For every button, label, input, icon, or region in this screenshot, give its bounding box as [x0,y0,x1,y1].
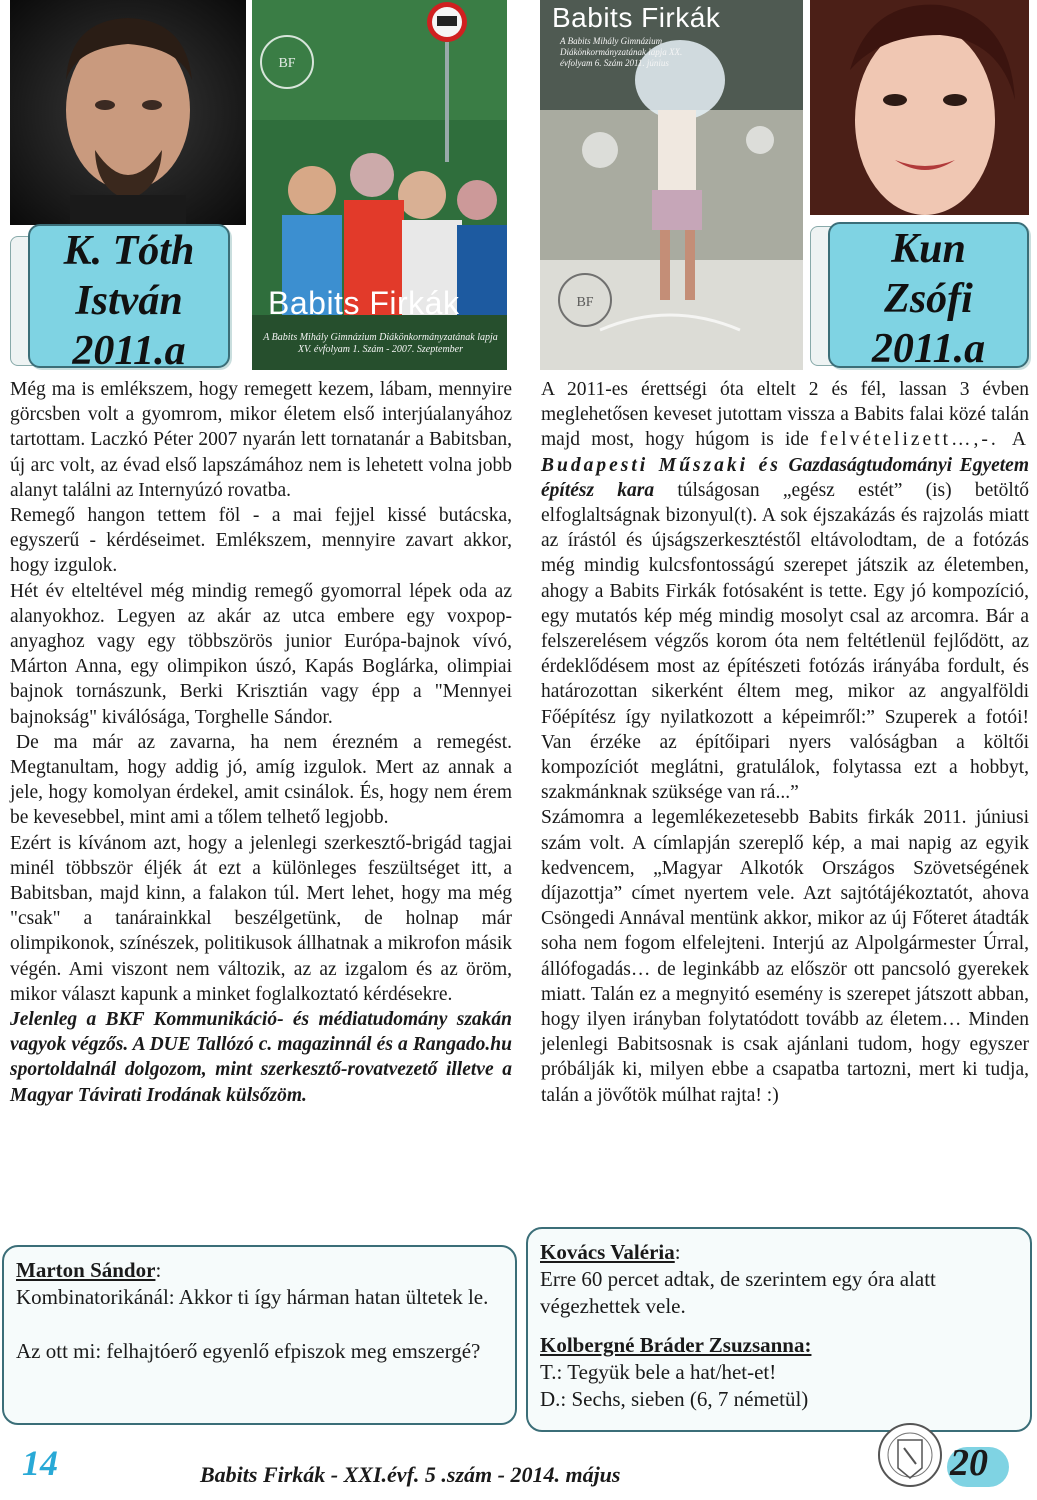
name-card-kun [828,222,1029,372]
portrait-photo-toth [10,0,246,225]
footer-issue-info: Babits Firkák - XXI.évf. 5 .szám - 2014. május [200,1462,621,1487]
text-run: felvételizett…,-. A [820,429,1029,451]
teacher-name: Kovács Valéria [540,1240,675,1264]
svg-text:BF: BF [278,56,296,71]
name-line: Zsófi [884,276,973,322]
author-bio: Jelenleg a BKF Kommunikáció- és médiatudomány szakán vagyok végzős. A DUE Tallózó c. magazinnál és a Rangado.hu sportoldalnál dolgozom, mint szerkesztő-rovatvezető illetve a Magyar Távirati Irodának külsőzöm. [10,1009,512,1106]
colon: : [155,1258,162,1282]
quote-text: Az ott mi: felhajtóerő egyenlő efpiszok meg emszergé? [16,1339,481,1363]
class-line: 2011.a [72,328,186,374]
cover-2011-subtitle: A Babits Mihály Gimnázium Diákönkormányzatának lapja XX. évfolyam 6. Szám 2011. június [560,36,683,68]
name-line: István [75,278,183,324]
quote-text: Kombinatorikánál: Akkor ti így hárman hatan ültetek le. [16,1285,489,1309]
quote-box-right [526,1227,1032,1432]
paragraph [541,377,1029,805]
paragraph: De ma már az zavarna, ha nem érezném a remegést. Megtanultam, hogy addig jó, amíg izgulok. Mert az annak a jele, hogy komolyan érdekel, amit csinálok. És, hogy nem érem be kevesebbel, mint ami a tőlem telhető legjobb. [10,731,512,829]
text-run: A 2011-es érettségi óta eltelt 2 és fél, lassan 3 évben meglehetősen keveset jutottam vissza a Babits falai közé talán majd most, hogy húgom is ide [541,379,1029,451]
cover-2007-subtitle: A Babits Mihály Gimnázium Diákönkormányzatának lapja XV. évfolyam 1. Szám - 2007. Szeptember [263,332,498,355]
university-name: Budapesti Műszaki és [541,454,781,476]
colon: : [674,1240,681,1264]
cover-2011-title: Babits Firkák [552,2,721,33]
class-line: 2011.a [871,326,986,372]
quote-box-left [2,1245,517,1425]
paragraph: Még ma is emlékszem, hogy remegett kezem, lábam, mennyire görcsben volt a gyomrom, mikor életem első interjúalanyához tartottam. Laczkó Péter 2007 nyarán lett tornatanár a Babitsban, új arc volt, az évad első lapszámához nem is lehetett volna jobb alanyt találni az Internyúzó rovatba. [10,379,512,501]
name-line: K. Tóth [63,228,195,274]
quote-text: Erre 60 percet adtak, de szerintem egy óra alatt végezhettek vele. [540,1267,936,1318]
cover-2007-title: Babits Firkák [268,285,460,321]
name-line: Kun [891,226,966,272]
paragraph: Remegő hangon tettem föl - a mai fejjel kissé butácska, egyszerű - kérdéseimet. Emlékszem, mennyire zavart akkor, hogy izgulok. [10,505,512,577]
school-seal-logo [876,1418,944,1492]
svg-text:BF: BF [576,295,594,310]
faculty-name: Gazdaságtudományi Egyetem építész kara [541,454,1029,501]
name-card-toth [28,224,230,374]
quote-text: D.: Sechs, sieben (6, 7 németül) [540,1387,809,1411]
paragraph: Hét év elteltével még mindig remegő gyomorral lépek oda az alanyokhoz. Legyen az akár az utca embere egy voxpop-anyaghoz vagy egy többszörös junior Európa-bajnok vívó, Márton Anna, egy olimpikon úszó, Kapás Boglárka, olimpiai bajnok tornászunk, Berki Krisztián vagy épp a "Mennyei bajnokság" kiválósága, Torghelle Sándor. [10,580,512,728]
teacher-name: Marton Sándor [16,1258,156,1282]
portrait-photo-kun [810,0,1029,215]
article-left [10,377,512,1108]
teacher-name: Kolbergné Bráder Zsuzsanna: [540,1333,812,1357]
page-number-right: 20 [950,1442,988,1484]
page-number-left: 14 [22,1443,58,1483]
article-right [541,377,1029,1108]
paragraph: Ezért is kívánom azt, hogy a jelenlegi szerkesztő-brigád tagjai minél többször éljék át ezt a különleges feszültséget itt, a Babitsban, majd kinn, a falakon túl. Mert lehet, hogy ma még "csak" a tanárainkkal beszélgetünk, de holnap már olimpikonok, színészek, politikusok állhatnak a mikrofon másik végén. Ami viszont nem változik, az az izgalom és az öröm, mikor választ kapunk a minket foglalkoztató kérdésekre. [10,832,512,1005]
quote-text: T.: Tegyük bele a hat/het-et! [540,1360,777,1384]
text-run: túlságosan „egész estét” (is) betöltő elfoglaltságnak bizonyul(t). A sok éjszakázás és rajzolás miatt az írástól és újságszerkesztéstől eltávolodtam, de a fotózás még mindig kulcsfontosságú szerepet játszik az életemben, ahogy a Babits Firkák fotósaként is tette. Egy jó kompozíció, egy mutatós kép még mindig mosolyt csal az arcomra. Bár a felszerelésem végzős korom óta nem feltétlenül fejlődött, az érdeklődésem most az építészeti fotózás irányába fordult, és határozottan sikerként éltem meg, mikor az angyalföldi Főépítész így nyilatkozott a képeimről:” Szuperek a fotói! Van érzéke az építőipari nyers valóságban a költői kompozíciót meglátni, gratulálok, folytassa ezt a hobbyt, szakmánknak szüksége van rá...” [541,479,1029,804]
paragraph: Számomra a legemlékezetesebb Babits firkák 2011. júniusi szám volt. A címlapján szereplő kép, a mai napig az egyik kedvencem, „Magyar Alkotók Országos Szövetségének díjazottja” címet nyertem vele. Azt sajtótájékoztatót, ahova Csöngedi Annával mentünk akkor, mikor az új Főteret átadták soha nem fogom elfelejteni. Interjú az Alpolgármester Úrral, állófogadás… de leginkább az először ott pancsoló gyerekek miatt. Talán ez a megnyitó esemény is szerepet játszott abban, hogy ilyen irányban folytatódott tovább az életem… Minden jelenlegi Babitsosnak is csak ajánlani tudom, hogy egyszer próbálják ki, milyen ebbe a csapatba tartozni, mert ki tudja, talán a jövőtök múlhat rajta! :) [541,807,1029,1106]
